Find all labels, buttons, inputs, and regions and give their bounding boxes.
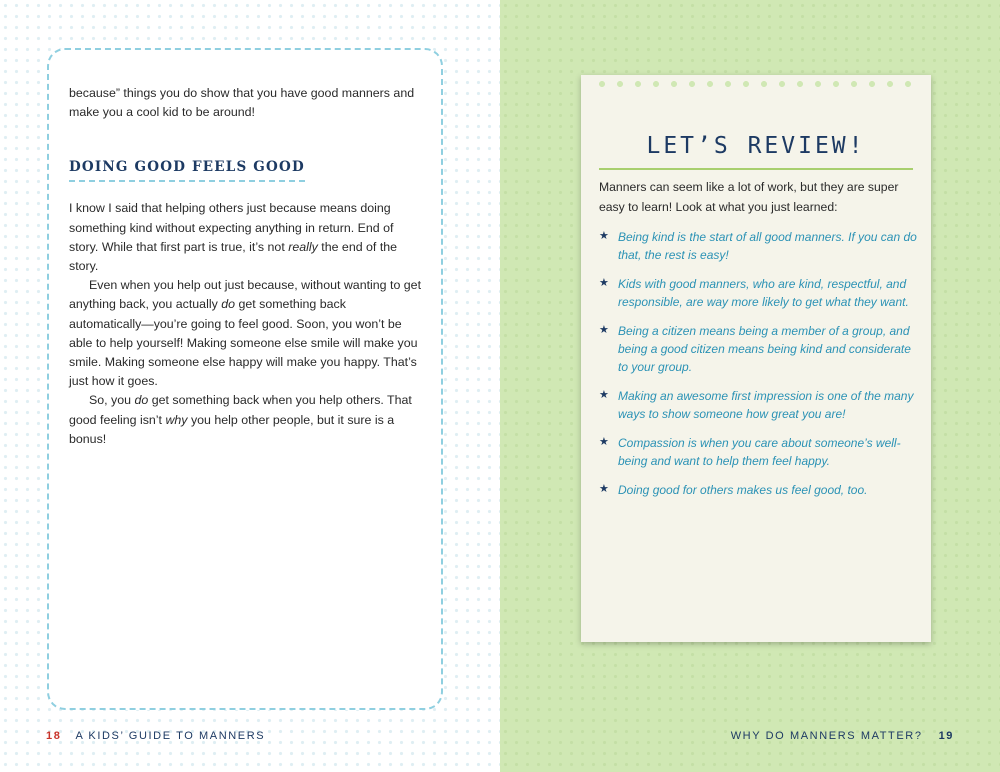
folio-left [46, 730, 265, 742]
list-item [599, 275, 917, 311]
section-body [69, 199, 421, 449]
folio-right [731, 730, 954, 742]
page-number: 19 [938, 730, 954, 742]
list-item [599, 322, 917, 376]
right-page [500, 0, 1000, 772]
star-icon: ★ [599, 324, 609, 336]
section-heading: DOING GOOD FEELS GOOD [69, 159, 305, 182]
running-title: A KIDS’ GUIDE TO MANNERS [75, 730, 266, 742]
body-text [69, 84, 421, 122]
review-intro: Manners can seem like a lot of work, but they are super easy to learn! Look at what you just learned: [599, 180, 899, 214]
text-run: get something back when you help others. That good feeling isn’t [69, 393, 412, 427]
list-item-text: Being kind is the start of all good manners. If you can do that, the rest is easy! [618, 230, 917, 262]
emphasis: do [134, 393, 149, 408]
review-list [599, 228, 917, 510]
text-run: So, you [89, 393, 135, 408]
list-item-text: Doing good for others makes us feel good, too. [618, 483, 868, 497]
star-icon: ★ [599, 277, 609, 289]
spiral-holes [593, 75, 919, 99]
emphasis: why [165, 412, 188, 427]
list-item-text: Being a citizen means being a member of a group, and being a good citizen means being kind and considerate to your group. [618, 324, 911, 374]
text-panel [47, 48, 443, 710]
list-item [599, 434, 917, 470]
paragraph-continuation: because” things you do show that you have good manners and make you a cool kid to be around! [69, 86, 415, 120]
paragraph-2 [69, 199, 421, 276]
page-number: 18 [46, 730, 62, 742]
paragraph-3 [69, 276, 421, 391]
text-run: you help other people, but it sure is a bonus! [69, 412, 395, 446]
star-icon: ★ [599, 436, 609, 448]
title-divider [599, 168, 913, 170]
list-item-text: Making an awesome first impression is one of the many ways to show someone how great you are! [618, 389, 914, 421]
text-run: I know I said that helping others just because means doing something kind without expecting anything in return. End of story. While that first part is true, it’s not [69, 201, 394, 254]
emphasis: really [288, 239, 318, 254]
list-item [599, 481, 917, 499]
list-item [599, 228, 917, 264]
emphasis: do [221, 297, 236, 312]
paragraph-4 [69, 391, 421, 449]
star-icon: ★ [599, 389, 609, 401]
review-title: LET’S REVIEW! [646, 133, 866, 159]
text-run: Even when you help out just because, without wanting to get anything back, you actually [69, 278, 422, 312]
list-item-text: Compassion is when you care about someone’s well-being and want to help them feel happy. [618, 436, 901, 468]
star-icon: ★ [599, 230, 609, 242]
text-run: the end of the story. [69, 239, 398, 274]
running-title: WHY DO MANNERS MATTER? [730, 730, 923, 742]
text-run: get something back automatically—you’re going to feel good. Soon, you won’t be able to help yourself! Making someone else smile will make you smile. Making someone else happy will make you happy. That’s just how it goes. [69, 297, 418, 389]
notepad-sheet [581, 75, 931, 642]
star-icon: ★ [599, 483, 609, 495]
list-item [599, 387, 917, 423]
list-item-text: Kids with good manners, who are kind, respectful, and responsible, are way more likely to get what they want. [618, 277, 909, 309]
